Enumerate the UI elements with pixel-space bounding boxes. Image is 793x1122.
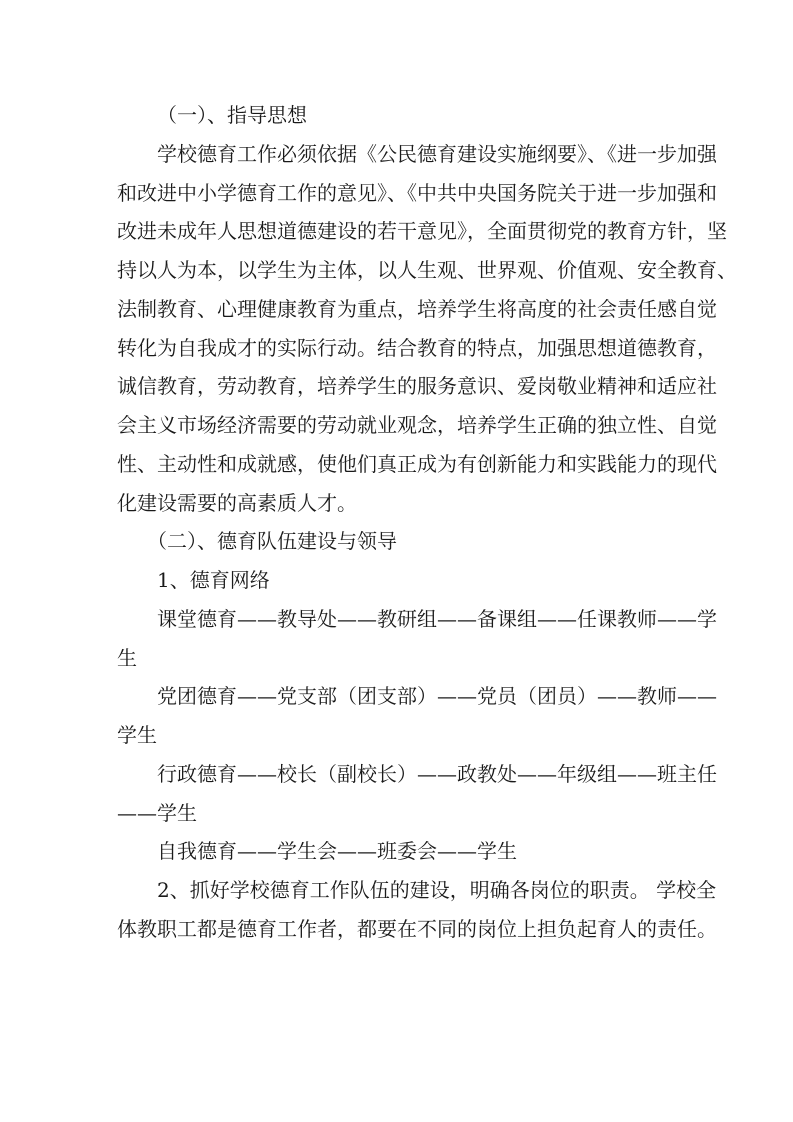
- section-heading: （一）、指导思想: [157, 103, 307, 127]
- text-line: 学生: [117, 723, 157, 747]
- text-line: 1、德育网络: [157, 568, 270, 592]
- text-line: 化建设需要的高素质人才。: [117, 490, 357, 515]
- text-line: 持以人为本，以学生为主体，以人生观、世界观、价值观、安全教育、: [117, 258, 737, 282]
- text-line: 性、主动性和成就感，使他们真正成为有创新能力和实践能力的现代: [117, 451, 717, 476]
- text-line: 学校德育工作必须依据《公民德育建设实施纲要》、《进一步加强: [157, 141, 717, 166]
- text-line: 体教职工都是德育工作者，都要在不同的岗位上担负起育人的责任。: [117, 916, 717, 941]
- text-line: 法制教育、心理健康教育为重点，培养学生将高度的社会责任感自觉: [117, 296, 717, 321]
- text-line: 改进未成年人思想道德建设的若干意见》，全面贯彻党的教育方针，坚: [117, 219, 727, 244]
- text-line: 课堂德育——教导处——教研组——备课组——任课教师——学: [157, 606, 717, 631]
- document-page: [117, 96, 737, 949]
- text-line: 转化为自我成才的实际行动。结合教育的特点，加强思想道德教育，: [117, 335, 717, 360]
- text-line: 党团德育——党支部（团支部）——党员（团员）——教师——: [157, 684, 717, 709]
- text-line: 自我德育——学生会——班委会——学生: [157, 839, 517, 864]
- text-line: 2、抓好学校德育工作队伍的建设，明确各岗位的职责。 学校全: [157, 878, 717, 902]
- text-line: 和改进中小学德育工作的意见》、《中共中央国务院关于进一步加强和: [117, 180, 717, 205]
- text-line: 生: [117, 645, 137, 670]
- text-line: 诚信教育，劳动教育，培养学生的服务意识、爱岗敬业精神和适应社: [117, 374, 717, 399]
- section-heading: （二）、德育队伍建设与领导: [147, 529, 397, 554]
- text-line: 会主义市场经济需要的劳动就业观念，培养学生正确的独立性、自觉: [117, 413, 717, 437]
- text-line: 行政德育——校长（副校长）——政教处——年级组——班主任: [157, 761, 717, 786]
- text-line: ——学生: [117, 800, 197, 825]
